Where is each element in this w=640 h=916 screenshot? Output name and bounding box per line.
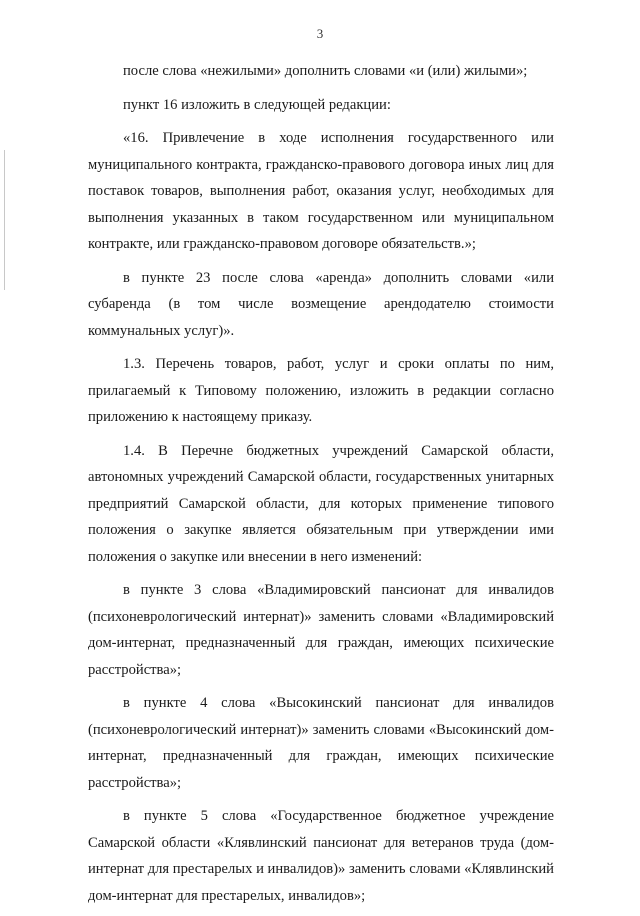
paragraph-3: «16. Привлечение в ходе исполнения государственного или муниципального контракта, гражданско-правового договора иных лиц для поставок товаров, выполнения работ, оказания услуг, необходимых для выполнения указанных в таком государственном или муниципальном контракте, или гражданско-правовом договоре обязательств.»;	[88, 130, 554, 252]
page-number: 3	[316, 26, 324, 41]
paragraph-1: после слова «нежилыми» дополнить словами «и (или) жилыми»;	[123, 63, 528, 79]
paragraph-8: в пункте 4 слова «Высокинский пансионат для инвалидов (психоневрологический интернат)» заменить словами «Высокинский дом-интернат, предназначенный для граждан, имеющих психические расстройства»;	[88, 695, 554, 791]
document-body	[88, 58, 554, 916]
paragraph-5: 1.3. Перечень товаров, работ, услуг и сроки оплаты по ним, прилагаемый к Типовому положению, изложить в редакции согласно приложению к настоящему приказу.	[88, 356, 554, 425]
scan-margin-line	[4, 150, 5, 290]
paragraph-4: в пункте 23 после слова «аренда» дополнить словами «или субаренда (в том числе возмещение арендодателю стоимости коммунальных услуг)».	[88, 269, 554, 339]
paragraph-6: 1.4. В Перечне бюджетных учреждений Самарской области, автономных учреждений Самарской области, государственных унитарных предприятий Самарской области, для которых применение типового положения о закупке является обязательным при утверждении ими положения о закупке или внесении в него изменений:	[88, 442, 554, 565]
paragraph-7: в пункте 3 слова «Владимировский пансионат для инвалидов (психоневрологический интернат)» заменить словами «Владимировский дом-интернат, предназначенный для граждан, имеющих психические расстройства»;	[88, 582, 554, 678]
paragraph-9: в пункте 5 слова «Государственное бюджетное учреждение Самарской области «Клявлинский пансионат для ветеранов труда (дом-интернат для престарелых и инвалидов)» заменить словами «Клявлинский дом-интернат для престарелых, инвалидов»;	[88, 808, 554, 904]
paragraph-2: пункт 16 изложить в следующей редакции:	[123, 96, 391, 113]
